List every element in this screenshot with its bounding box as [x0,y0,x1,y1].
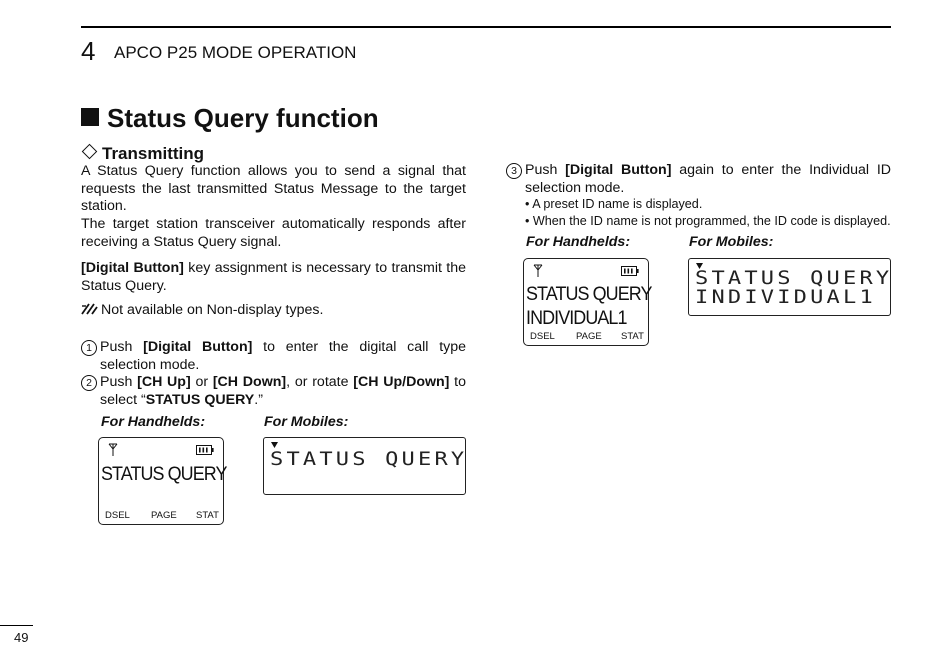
softkey-page: PAGE [151,510,177,521]
assignment-paragraph [81,260,466,295]
step-2-key-ch-up: [CH Up] [137,374,191,390]
step-2-pre: Push [100,374,138,390]
step-2-post: .” [254,391,263,408]
handheld-line-1: STATUS QUERY [101,463,227,485]
battery-icon [196,445,214,455]
assignment-text: key assignment is necessary to transmit the Status Query. [81,260,467,294]
diamond-icon [82,144,98,160]
chapter-title: APCO P25 MODE OPERATION [114,43,357,62]
step-2-mid-2: , or rotate [286,374,354,390]
step-1-pre: Push [100,339,144,355]
section-title-text: Status Query function [107,103,379,133]
softkey-page: PAGE [576,331,602,342]
for-handhelds-label-right: For Handhelds: [526,234,631,250]
softkey-stat: STAT [196,510,219,521]
mobile-line-1: STATUS QUERY [270,449,468,471]
step-1-key: [Digital Button] [143,339,253,355]
step-2-mid-1: or [190,374,213,390]
intro-paragraph-2: The target station transceiver automatically responds after receiving a Status Query signal. [81,216,466,250]
header-rule [81,26,891,28]
black-square-icon [81,108,99,126]
battery-icon [621,266,639,276]
mobile-line-2: INDIVIDUAL1 [695,287,876,309]
handheld-line-2: INDIVIDUAL1 [526,307,627,329]
for-mobiles-label-right: For Mobiles: [689,234,774,250]
bullet-1: • A preset ID name is displayed. [525,197,703,211]
step-3-post: again to enter the Individual ID selection mode. [525,162,892,196]
step-1 [81,339,466,375]
softkey-stat: STAT [621,331,644,342]
for-mobiles-label-left: For Mobiles: [264,414,349,430]
handheld-display-right [523,258,652,346]
page-number-rule [0,625,33,626]
subsection-title [81,144,204,164]
step-3-pre: Push [525,162,566,178]
step-3-key: [Digital Button] [565,162,672,178]
intro-paragraph-1: A Status Query function allows you to send a signal that requests the last transmitted Status Message to the target station. [81,163,466,215]
signal-triangle-icon [271,442,278,448]
step-2-number: 2 [81,375,97,391]
page-number: 49 [14,630,29,645]
mobile-display-left [263,437,466,495]
step-3-number: 3 [506,163,522,179]
note-line [81,302,323,320]
step-2-key-ch-updown: [CH Up/Down] [353,374,450,390]
softkey-dsel: DSEL [530,331,555,342]
mobile-line-1: STATUS QUERY [695,268,893,290]
not-available-icon [81,303,98,315]
step-2-text [100,374,466,409]
chapter-number: 4 [81,36,96,66]
handheld-display-left [98,437,227,525]
mobile-display-right [688,258,891,316]
section-title [81,103,379,133]
antenna-icon [533,264,543,278]
step-2-mid-3: to select “ [100,374,467,408]
step-3 [506,162,891,198]
bullet-2: • When the ID name is not programmed, the ID code is displayed. [525,214,891,228]
step-1-number: 1 [81,340,97,356]
handheld-line-1: STATUS QUERY [526,283,652,305]
subsection-title-text: Transmitting [102,144,205,163]
digital-button-key: [Digital Button] [81,260,184,276]
step-2 [81,374,466,410]
step-2-status-query: STATUS QUERY [145,391,255,408]
antenna-icon [108,443,118,457]
step-1-text [100,339,466,374]
softkey-dsel: DSEL [105,510,130,521]
step-1-post: to enter the digital call type selection mode. [100,339,467,373]
step-3-text [525,162,891,197]
for-handhelds-label-left: For Handhelds: [101,414,206,430]
step-2-key-ch-down: [CH Down] [212,374,287,390]
note-text: Not available on Non-display types. [101,302,324,318]
